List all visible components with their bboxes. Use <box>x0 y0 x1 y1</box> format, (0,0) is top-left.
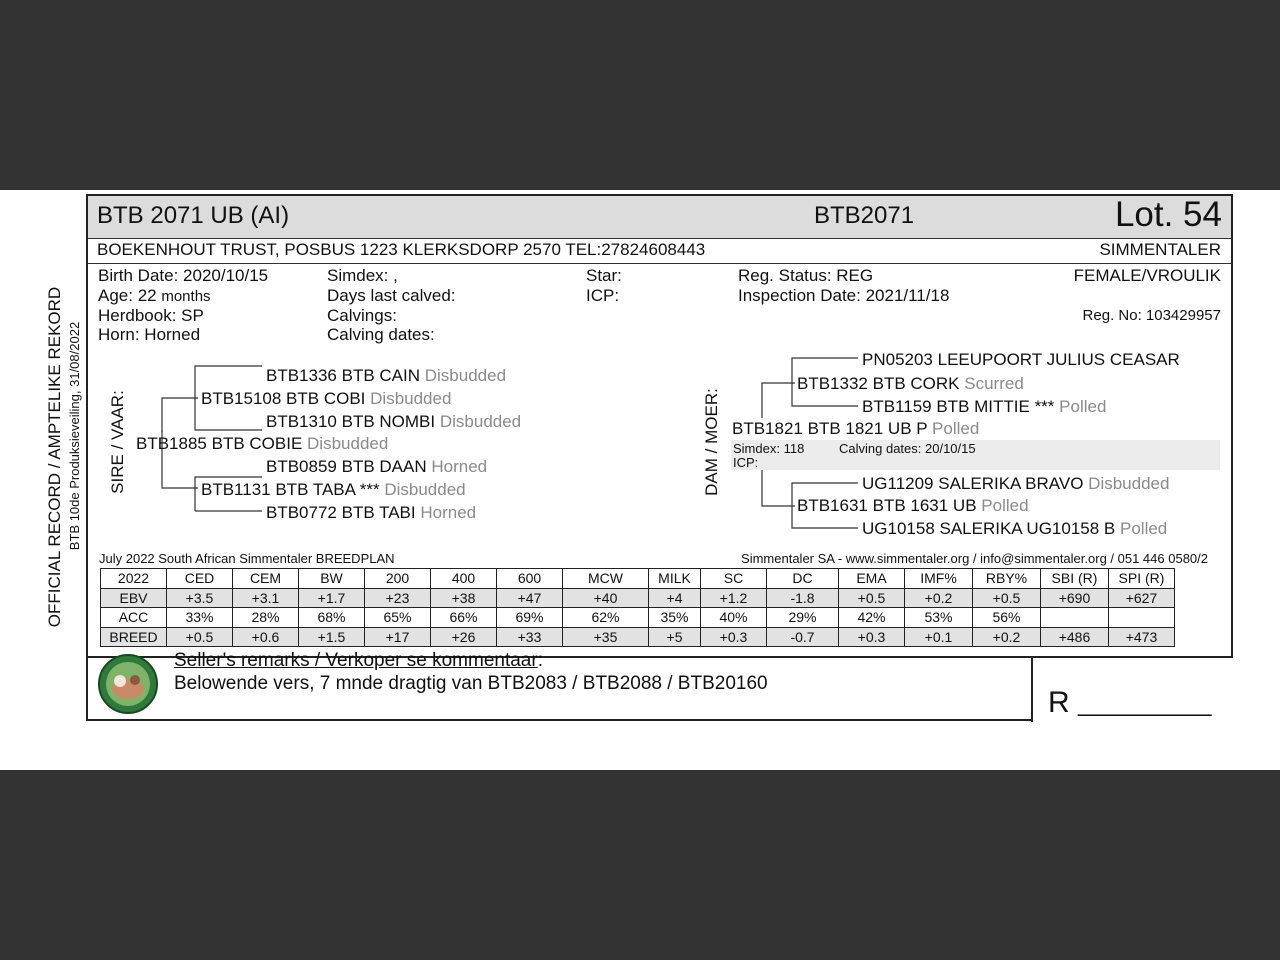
age-unit: months <box>161 288 211 305</box>
lot-number: Lot. 54 <box>1114 195 1222 234</box>
table-cell: 33% <box>167 608 233 628</box>
inspection-date: Inspection Date: 2021/11/18 <box>738 286 950 305</box>
table-cell: +33 <box>497 627 563 647</box>
table-cell: 400 <box>431 569 497 589</box>
row-label: ACC <box>101 608 167 628</box>
table-row <box>101 608 1175 628</box>
table-cell: 28% <box>233 608 299 628</box>
sire-dam-dam: BTB0772 BTB TABI Horned <box>266 503 477 522</box>
table-cell: 66% <box>431 608 497 628</box>
table-cell: +23 <box>365 588 431 608</box>
row-label: BREED <box>101 627 167 647</box>
reg-status: Reg. Status: REG <box>738 266 874 285</box>
sire-dam: BTB1131 BTB TABA *** Disbudded <box>201 480 466 499</box>
dam-dam: BTB1631 BTB 1631 UB Polled <box>797 496 1029 515</box>
table-cell <box>1109 608 1175 628</box>
table-cell: MILK <box>649 569 701 589</box>
table-cell: +690 <box>1041 588 1109 608</box>
table-cell: +0.2 <box>973 627 1041 647</box>
table-cell: +486 <box>1041 627 1109 647</box>
table-cell: MCW <box>563 569 649 589</box>
table-cell: +47 <box>497 588 563 608</box>
sex: FEMALE/VROULIK <box>1073 266 1221 285</box>
table-row <box>101 627 1175 647</box>
table-cell <box>1041 608 1109 628</box>
horn-status: Horn: Horned <box>98 325 201 344</box>
age-value: Age: 22 <box>98 286 157 305</box>
sire: BTB1885 BTB COBIE Disbudded <box>136 434 389 453</box>
dam-dam-sire: UG11209 SALERIKA BRAVO Disbudded <box>862 474 1170 493</box>
table-cell: +38 <box>431 588 497 608</box>
table-row <box>101 588 1175 608</box>
table-cell: CED <box>167 569 233 589</box>
dam: BTB1821 BTB 1821 UB P Polled <box>732 419 980 438</box>
sire-sire-dam: BTB1310 BTB NOMBI Disbudded <box>266 412 522 431</box>
owner-address: BOEKENHOUT TRUST, POSBUS 1223 KLERKSDORP 2570 TEL:27824608443 <box>97 240 706 259</box>
table-cell: +1.2 <box>701 588 767 608</box>
society-contact: Simmentaler SA - www.simmentaler.org / info@simmentaler.org / 051 446 0580/2 <box>741 551 1208 566</box>
price-currency: R <box>1048 686 1070 719</box>
table-cell: +35 <box>563 627 649 647</box>
dam-label: DAM / MOER: <box>702 388 721 496</box>
sire-dam-sire: BTB0859 BTB DAAN Horned <box>266 457 488 476</box>
table-cell: -0.7 <box>767 627 839 647</box>
animal-code: BTB2071 <box>814 202 915 229</box>
table-cell: BW <box>299 569 365 589</box>
table-cell: +0.1 <box>905 627 973 647</box>
dam-icp: ICP: <box>733 455 759 470</box>
table-cell: +0.5 <box>167 627 233 647</box>
sire-sire-sire: BTB1336 BTB CAIN Disbudded <box>266 366 507 385</box>
table-cell: +3.5 <box>167 588 233 608</box>
remarks-title: Seller's remarks / Verkoper se kommentaar: <box>174 650 543 671</box>
table-cell: +0.6 <box>233 627 299 647</box>
breed-name: SIMMENTALER <box>1099 240 1221 259</box>
calvings: Calvings: <box>327 306 397 325</box>
simdex: Simdex: , <box>327 266 398 285</box>
table-cell: 65% <box>365 608 431 628</box>
price-blank[interactable]: __________ <box>1078 690 1212 717</box>
table-cell: SC <box>701 569 767 589</box>
row-label: EBV <box>101 588 167 608</box>
dam-dam-dam: UG10158 SALERIKA UG10158 B Polled <box>862 519 1168 538</box>
table-cell: 40% <box>701 608 767 628</box>
table-cell: 29% <box>767 608 839 628</box>
table-header-row <box>101 569 1175 589</box>
table-cell: 69% <box>497 608 563 628</box>
society-logo-icon <box>97 653 159 715</box>
icp: ICP: <box>586 286 620 305</box>
table-cell: +0.2 <box>905 588 973 608</box>
breedplan-source: July 2022 South African Simmentaler BREEDPLAN <box>99 551 395 566</box>
table-cell: 53% <box>905 608 973 628</box>
table-cell: +1.5 <box>299 627 365 647</box>
dam-sire-dam: BTB1159 BTB MITTIE *** Polled <box>862 397 1107 416</box>
table-cell: +5 <box>649 627 701 647</box>
table-cell: +4 <box>649 588 701 608</box>
sire-sire: BTB15108 BTB COBI Disbudded <box>201 389 452 408</box>
table-cell: +627 <box>1109 588 1175 608</box>
auction-name-label: BTB 10de Produksieveiling, 31/08/2022 <box>67 321 82 551</box>
table-cell: +26 <box>431 627 497 647</box>
remarks-text: Belowende vers, 7 mnde dragtig van BTB2083 / BTB2088 / BTB20160 <box>174 673 768 694</box>
table-cell: +0.3 <box>839 627 905 647</box>
table-cell: 56% <box>973 608 1041 628</box>
dam-sire: BTB1332 BTB CORK Scurred <box>797 374 1024 393</box>
star: Star: <box>586 266 622 285</box>
table-cell: DC <box>767 569 839 589</box>
dam-calving-dates: Calving dates: 20/10/15 <box>839 441 976 456</box>
table-cell: CEM <box>233 569 299 589</box>
table-cell: +473 <box>1109 627 1175 647</box>
table-cell: 200 <box>365 569 431 589</box>
table-cell: -1.8 <box>767 588 839 608</box>
sire-label: SIRE / VAAR: <box>108 390 127 494</box>
reg-number: Reg. No: 103429957 <box>1082 307 1221 324</box>
birth-date: Birth Date: 2020/10/15 <box>98 266 269 285</box>
days-last-calved: Days last calved: <box>327 286 456 305</box>
table-cell: +17 <box>365 627 431 647</box>
table-cell: 600 <box>497 569 563 589</box>
table-cell: RBY% <box>973 569 1041 589</box>
table-cell: 62% <box>563 608 649 628</box>
table-cell: IMF% <box>905 569 973 589</box>
table-cell: SPI (R) <box>1109 569 1175 589</box>
table-cell: +1.7 <box>299 588 365 608</box>
row-label: 2022 <box>101 569 167 589</box>
calving-dates: Calving dates: <box>327 325 435 344</box>
dam-simdex: Simdex: 118 <box>733 441 805 456</box>
table-cell: +3.1 <box>233 588 299 608</box>
animal-name: BTB 2071 UB (AI) <box>97 202 290 229</box>
table-cell: +0.5 <box>973 588 1041 608</box>
table-cell: +0.5 <box>839 588 905 608</box>
ebv-table <box>100 568 1175 647</box>
table-cell: EMA <box>839 569 905 589</box>
dam-sire-sire: PN05203 LEEUPOORT JULIUS CEASAR <box>862 350 1180 369</box>
table-cell: +40 <box>563 588 649 608</box>
herdbook: Herdbook: SP <box>98 306 204 325</box>
table-cell: +0.3 <box>701 627 767 647</box>
official-record-label: OFFICIAL RECORD / AMPTELIKE REKORD <box>45 286 64 628</box>
table-cell: 42% <box>839 608 905 628</box>
table-cell: 35% <box>649 608 701 628</box>
table-cell: SBI (R) <box>1041 569 1109 589</box>
table-cell: 68% <box>299 608 365 628</box>
